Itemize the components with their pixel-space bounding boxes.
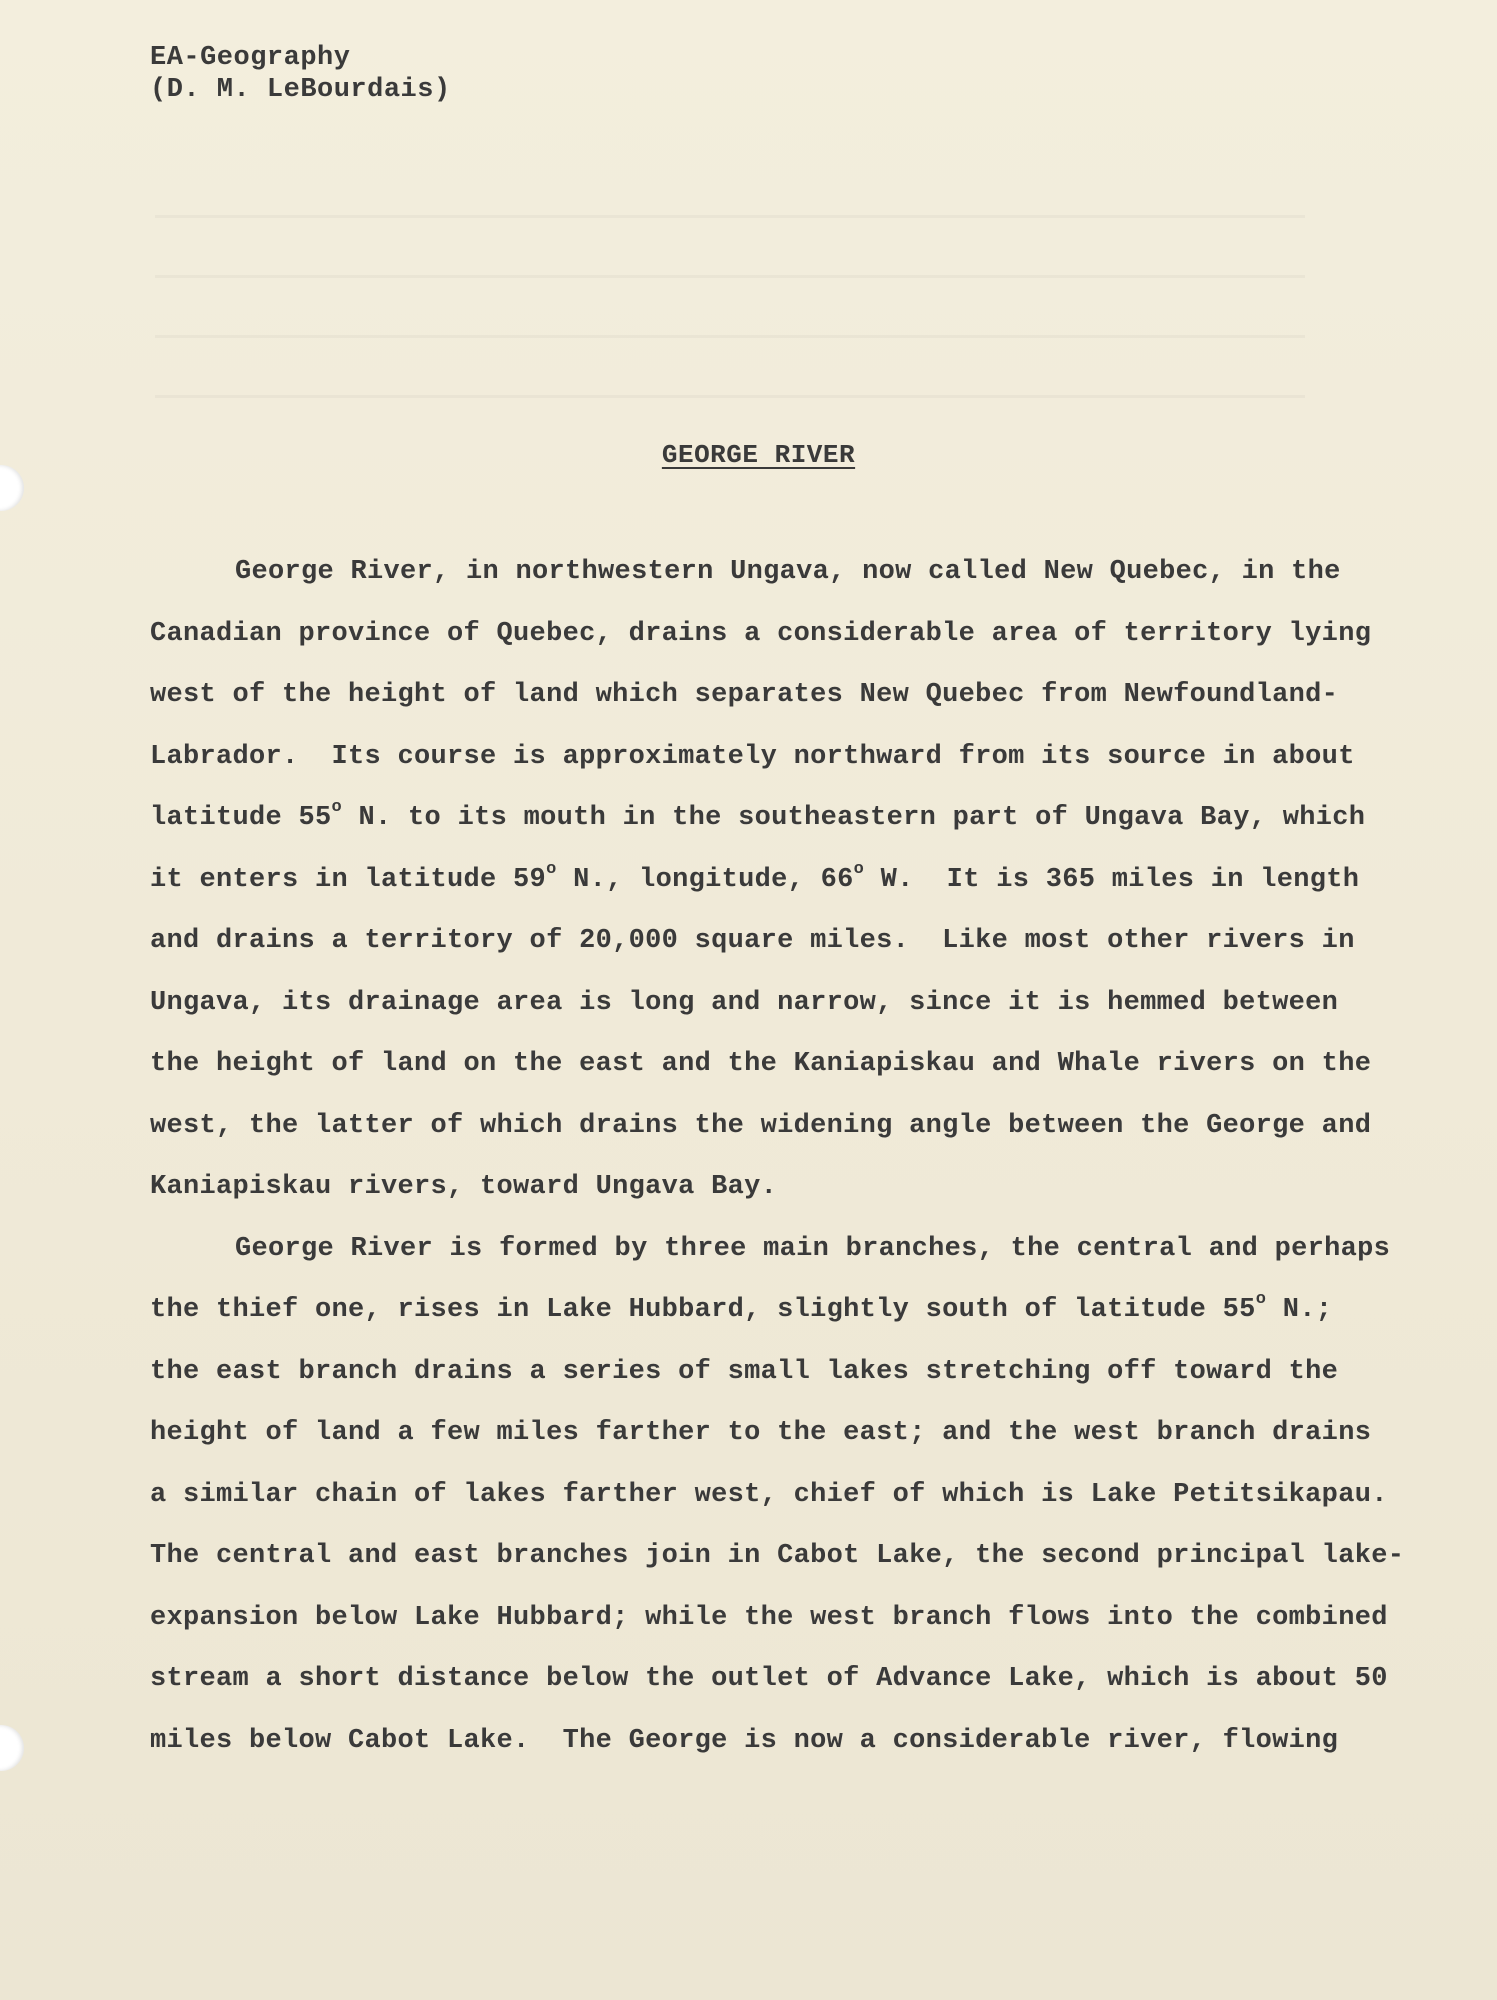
- paragraph-line: stream a short distance below the outlet of Advance Lake, which is about 50: [150, 1664, 1388, 1694]
- punch-hole: [0, 1725, 24, 1771]
- paragraph-line: miles below Cabot Lake. The George is now a considerable river, flowing: [150, 1725, 1339, 1756]
- header-subject: EA-Geography: [150, 43, 351, 73]
- paragraph-line: expansion below Lake Hubbard; while the west branch flows into the combined: [150, 1602, 1388, 1633]
- title-text: GEORGE RIVER: [661, 440, 856, 470]
- document-title: [0, 440, 1497, 470]
- paragraph-line: and drains a territory of 20,000 square miles. Like most other rivers in: [150, 926, 1355, 956]
- paragraph-line: it enters in latitude 59$^o$ N., longitude, 66$^o$ W. It is 365 miles in length: [150, 859, 1360, 895]
- paragraph-line: The central and east branches join in Cabot Lake, the second principal lake-: [150, 1541, 1405, 1571]
- document-header: [150, 42, 451, 106]
- paragraph-line: Canadian province of Quebec, drains a considerable area of territory lying: [150, 618, 1372, 649]
- paragraph-line: a similar chain of lakes farther west, chief of which is Lake Petitsikapau.: [150, 1479, 1388, 1510]
- paragraph-line: latitude 55$^o$ N. to its mouth in the southeastern part of Ungava Bay, which: [150, 798, 1366, 833]
- paragraph-line: the height of land on the east and the Kaniapiskau and Whale rivers on the: [150, 1049, 1372, 1079]
- paragraph-line: height of land a few miles farther to the east; and the west branch drains: [150, 1418, 1372, 1448]
- paragraph-line: west, the latter of which drains the widening angle between the George and: [150, 1110, 1372, 1141]
- paragraph-line: the thief one, rises in Lake Hubbard, slightly south of latitude 55$^o$ N.;: [150, 1290, 1333, 1325]
- paragraph-line: George River is formed by three main branches, the central and perhaps: [235, 1233, 1391, 1264]
- paragraph-line: Labrador. Its course is approximately northward from its source in about: [150, 741, 1355, 772]
- paragraph-line: west of the height of land which separates New Quebec from Newfoundland-: [150, 680, 1339, 710]
- paragraph-line: Kaniapiskau rivers, toward Ungava Bay.: [150, 1172, 778, 1202]
- paragraph-line: the east branch drains a series of small lakes stretching off toward the: [150, 1356, 1339, 1387]
- paragraph-line: Ungava, its drainage area is long and narrow, since it is hemmed between: [150, 987, 1339, 1018]
- punch-hole: [0, 465, 24, 511]
- paragraph-line: George River, in northwestern Ungava, now called New Quebec, in the: [235, 557, 1341, 587]
- header-author: (D. M. LeBourdais): [150, 75, 451, 105]
